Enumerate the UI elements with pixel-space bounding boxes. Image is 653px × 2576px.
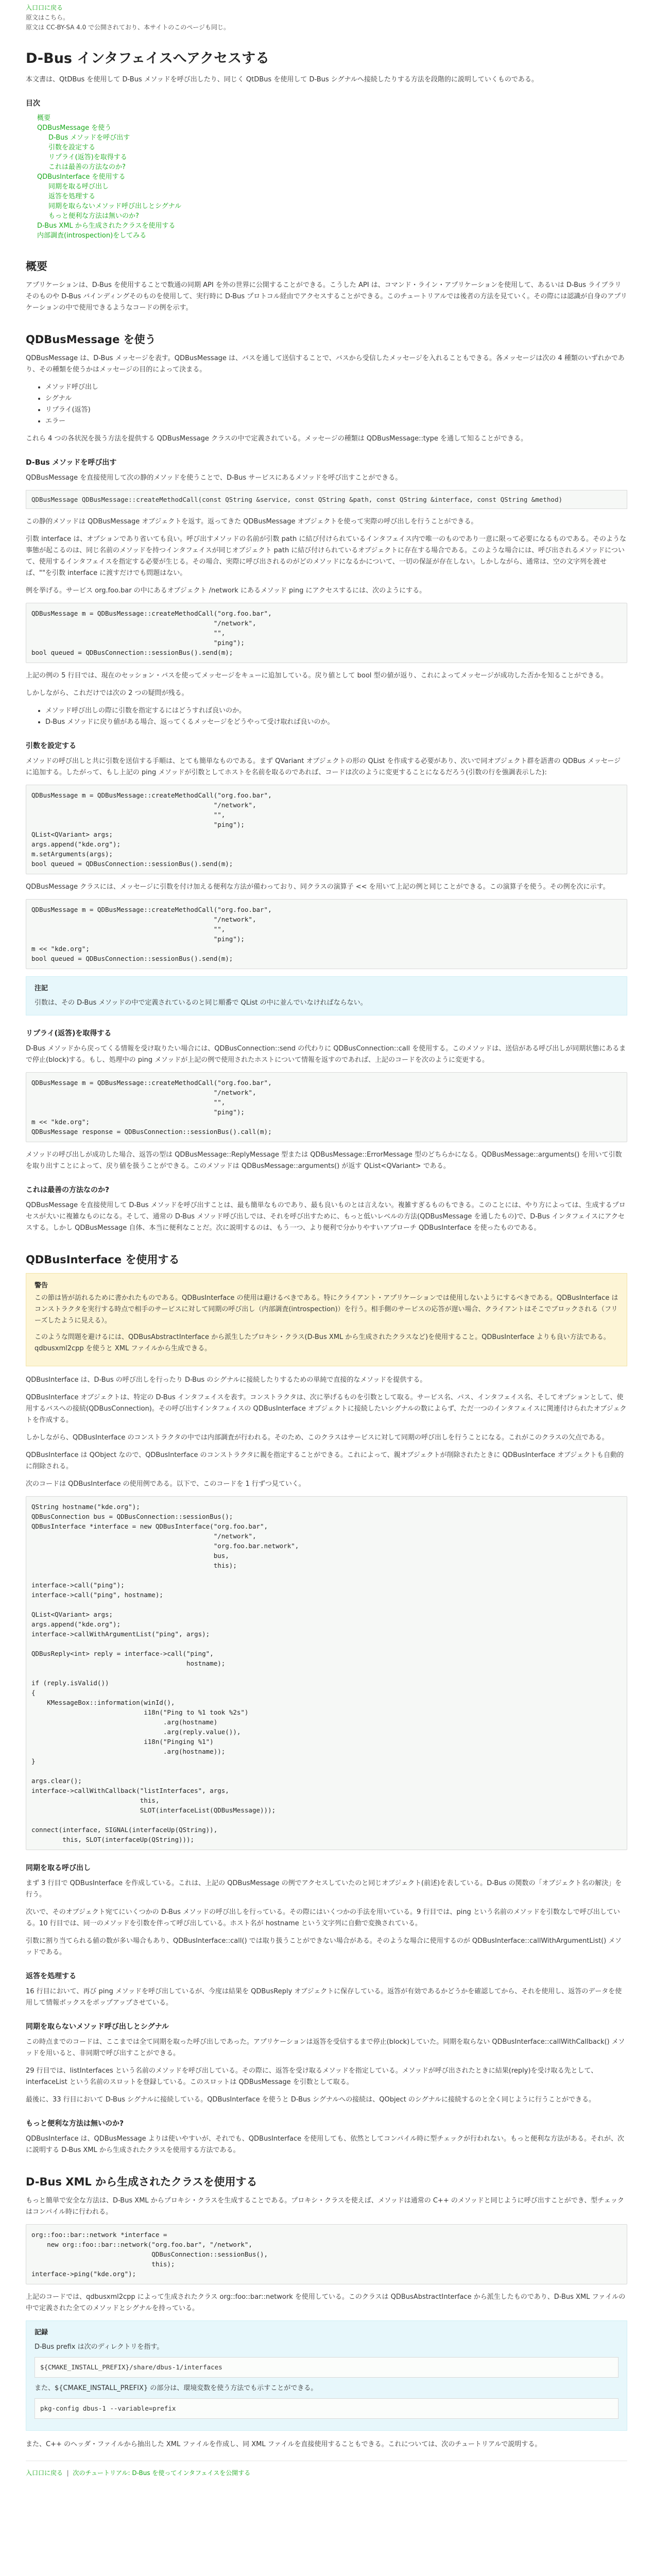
page-footer [26, 2461, 627, 2477]
toc-link[interactable]: 返答を処理する [48, 193, 96, 200]
record-text-2: また、${CMAKE_INSTALL_PREFIX} の部分は、環境変数を使う方法でも示すことができる。 [35, 2384, 318, 2392]
prev-link[interactable]: 入口口に戻る [26, 2469, 63, 2477]
code-block: org::foo::bar::network *interface = new org::foo::bar::network("org.foo.bar", "/network", QDBusConnection::sessionBus(), this); interface->ping("kde.org"); [26, 2224, 627, 2284]
xml-text-2: 上記のコードでは、qdbusxml2cpp によって生成されたクラス org::foo::bar::network を使用している。このクラスは QDBusAbstractInterface から派生したものであり、D-Bus XML ファイルの中で定義された全てのメソッドとシグナルを持っている。 [26, 2293, 626, 2312]
toc-link[interactable]: 同期を取る呼び出し [48, 183, 109, 191]
toc-link[interactable]: 同期を取らないメソッド呼び出しとシグナル [48, 202, 182, 210]
list-item: • リプライ(返答) [45, 404, 627, 416]
sync-call-heading: 同期を取る呼び出し [26, 1864, 91, 1872]
interface-text-4: QDBusInterface は QObject なので、QDBusInterface のコンストラクタに親を指定することができる。これによって、親オブジェクトが削除されたときに QDBusInterface オブジェクトも自動的に削除される。 [26, 1451, 624, 1470]
page-title: D-Bus インタフェイスへアクセスする [26, 50, 270, 66]
warning-box [26, 1273, 627, 1366]
back-link[interactable]: 入口口に戻る [26, 4, 63, 11]
source-note: 原文はこちら。 [26, 14, 70, 21]
warning-label: 警告 [35, 1282, 48, 1290]
async-text-3: 最後に、33 行目において D-Bus シグナルに接続している。QDBusInterface を使うと D-Bus シグナルへの接続は、QObject のシグナルに接続するのと全く同じように行うことができる。 [26, 2096, 596, 2104]
more-convenient-heading: もっと便利な方法は無いのか? [26, 2120, 124, 2128]
license-note: 原文は CC-BY-SA 4.0 で公開されており、本サイトのこのページも同じ。 [26, 24, 230, 31]
more-text-1: QDBusInterface は、QDBusMessage よりは使いやすいが、それでも、QDBusInterface を使用しても、依然としてコンパイル時に型チェックが行われない。もっと便利な方法がある。それが、次に説明する D-Bus XML から生成されたクラスを使用する方法である。 [26, 2135, 624, 2154]
best-way-heading: これは最善の方法なのか? [26, 1186, 110, 1194]
message-type-list [26, 382, 627, 427]
qdbusmessage-text-2: これら 4 つの各状況を扱う方法を提供する QDBusMessage クラスの中で定義されている。メッセージの種類は QDBusMessage::type を通して知ることができる。 [26, 435, 527, 443]
sync-text-2: 次いで、そのオブジェクト宛てにいくつかの D-Bus メソッドの呼び出しを行っている。その際にはいくつかの手法を用いている。9 行目では、ping という名前のメソッドを引数なしで呼び出している。10 行目では、同一のメソッドを引数を伴って呼び出している。ホスト名が hostname という文字列に自動で変換されている。 [26, 1908, 620, 1927]
interface-text-3: しかしながら、QDBusInterface のコンストラクタの中では内部調査が行われる。そのため、このクラスはサービスに対して同期の呼び出しを行うことになる。これがこのクラスの欠点である。 [26, 1434, 609, 1442]
list-item: • メソッド呼び出しの際に引数を指定するにはどうすれば良いのか。 [45, 705, 627, 717]
table-of-contents [26, 113, 627, 241]
call-text-4: 例を挙げる。サービス org.foo.bar の中にあるオブジェクト /network にあるメソッド ping にアクセスするには、次のようにする。 [26, 587, 426, 595]
call-text-5: 上記の例の 5 行目では、現在のセッション・バスを使ってメッセージをキューに追加している。戻り値として bool 型の値が返り、これによってメッセージが成功した否かを知ることができる。 [26, 672, 608, 680]
xml-text-1: もっと簡単で安全な方法は、D-Bus XML からプロキシ・クラスを生成することである。プロキシ・クラスを使えば、メソッドは通常の C++ のメソッドと同じように呼び出すことができ、型チェックはコンパイル時に行われる。 [26, 2197, 624, 2216]
note-label: 注記 [35, 985, 48, 992]
list-item: • シグナル [45, 393, 627, 404]
arguments-heading: 引数を設定する [26, 742, 76, 750]
call-text-6: しかしながら、これだけでは次の 2 つの疑問が残る。 [26, 689, 188, 697]
method-signature: QDBusMessage QDBusMessage::createMethodCall(const QString &service, const QString &path, const QString &interface, const QString &method) [26, 490, 627, 509]
warning-text-2: このような問題を避けるには、QDBusAbstractInterface から派生したプロキシ・クラス(D-Bus XML から生成されたクラスなど)を使用すること。QDBusInterface よりも良い方法である。qdbusxml2cpp を使うと XML ファイルから生成できる。 [35, 1333, 610, 1352]
toc-link[interactable]: 概要 [37, 114, 51, 122]
reply-heading: リプライ(返答)を取得する [26, 1029, 112, 1038]
call-method-heading: D-Bus メソッドを呼び出す [26, 459, 117, 467]
record-text-1: D-Bus prefix は次のディレクトリを指す。 [35, 2343, 164, 2351]
toc-link[interactable]: QDBusMessage を使う [37, 124, 112, 132]
list-item: • エラー [45, 416, 627, 427]
record-code-1: ${CMAKE_INSTALL_PREFIX}/share/dbus-1/interfaces [35, 2357, 618, 2378]
toc-link[interactable]: これは最善の方法なのか? [48, 163, 126, 171]
code-block: QDBusMessage m = QDBusMessage::createMethodCall("org.foo.bar", "/network", "", "ping"); m << "kde.org"; QDBusMessage response = QDBusConnection::sessionBus().call(m); [26, 1072, 627, 1142]
args-text-1: メソッドの呼び出しと共に引数を送信する手順は、とても簡単なものである。まず QVariant オブジェクトの形の QList を作成する必要があり、次いで同オブジェクト群を語書の QDBus メッセージに追加する。したがって、もし上記の ping メソッドが引数としてホストを名前を取るのであれば、コードは次のように変更することになるだろう(引数の行を強調表示した): [26, 757, 621, 776]
interface-text-1: QDBusInterface は、D-Bus の呼び出しを行ったり D-Bus のシグナルに接続したりするための単純で直接的なメソッドを提供する。 [26, 1376, 427, 1384]
record-box [26, 2320, 627, 2431]
section-qdbusinterface-heading: QDBusInterface を使用する [26, 1253, 180, 1266]
list-item: • D-Bus メソッドに戻り値がある場合、返ってくるメッセージをどうやって受け取れば良いのか。 [45, 717, 627, 728]
async-heading: 同期を取らないメソッド呼び出しとシグナル [26, 2023, 169, 2031]
reply-text-2: メソッドの呼び出しが成功した場合、返答の型は QDBusMessage::ReplyMessage 型または QDBusMessage::ErrorMessage 型のどちらかになる。QDBusMessage::arguments() を用いて引数を取り出すことによって、戻り値を扱うことができる。このメソッドは QDBusMessage::arguments() が返す QList<QVariant> である。 [26, 1151, 622, 1170]
code-block: QDBusMessage m = QDBusMessage::createMethodCall("org.foo.bar", "/network", "", "ping"); QList<QVariant> args; args.append("kde.org"); m.setArguments(args); bool queued = QDBusConnection::sessionBus().send(m); [26, 785, 627, 874]
best-way-text: QDBusMessage を直接使用して D-Bus メソッドを呼び出すことは、最も簡単なものであり、最も良いものとは言えない。複雑すぎるものもできる。このことには、やり方によっては、生成するプロセスが大いに複雑なものになる。そして、通常の D-Bus メソッド呼び出しでは、それを呼び出すために、もっと低いレベルの方法(QDBusMessage を通したもの)で、D-Bus インタフェイスにアクセスする。しかし QDBusMessage 自体、本当に便利なことだ。次に説明するのは、もう一つ、より便利で分かりやすいアプローチ QDBusInterface を使ったものである。 [26, 1201, 626, 1232]
record-label: 記録 [35, 2329, 48, 2336]
sync-text-3: 引数に割り当てられる値の数が多い場合もあり、QDBusInterface::call() では取り扱うことができない場合がある。そのような場合に使用するのが QDBusInterface::callWithArgumentList() メソッドである。 [26, 1937, 622, 1956]
note-box [26, 976, 627, 1015]
qdbusmessage-text-1: QDBusMessage は、D-Bus メッセージを表す。QDBusMessage は、バスを通して送信することで、バスから受信したメッセージを入れることもできる。各メッセージは次の 4 種類のいずれかであり、その種類を使うかはメッセージの目的によって決まる。 [26, 354, 625, 374]
overview-text: アプリケーションは、D-Bus を使用することで数通の同期 API を外の世界に公開することができる。こうした API は、コマンド・ライン・アプリケーションを使用して、あるいは D-Bus ライブラリそのものや D-Bus バインディングそのものを使用して、実行時に D-Bus プロトコル経由でアクセスすることができる。このチュートリアルでは後者の方法を見ていく。その際には認識が自身のアプリケーションの中で使用できるようなコードの例を示す。 [26, 281, 627, 312]
xml-text-3: また、C++ のヘッダ・ファイルから抽出した XML ファイルを作成し、同 XML ファイルを直接使用することもできる。これについては、次のチュートリアルで説明する。 [26, 2441, 542, 2448]
handle-text-1: 16 行目において、再び ping メソッドを呼び出しているが、今度は結果を QDBusReply オブジェクトに保存している。返答が有効であるかどうかを確認してから、それを使用し、返答のデータを使用して情報ボックスをポップアップさせている。 [26, 1988, 622, 2007]
code-block: QDBusMessage m = QDBusMessage::createMethodCall("org.foo.bar", "/network", "", "ping"); bool queued = QDBusConnection::sessionBus().send(m); [26, 603, 627, 663]
code-block: QDBusMessage m = QDBusMessage::createMethodCall("org.foo.bar", "/network", "", "ping"); m << "kde.org"; bool queued = QDBusConnection::sessionBus().send(m); [26, 899, 627, 969]
section-qdbusmessage-heading: QDBusMessage を使う [26, 333, 156, 346]
toc-link[interactable]: D-Bus XML から生成されたクラスを使用する [37, 222, 176, 230]
intro-text: 本文書は、QtDBus を使用して D-Bus メソッドを呼び出したり、同じく QtDBus を使用して D-Bus シグナルへ接続したりする方法を段階的に説明していくものである。 [26, 76, 538, 83]
toc-link[interactable]: 内部調査(introspection)をしてみる [37, 232, 147, 240]
section-xml-heading: D-Bus XML から生成されたクラスを使用する [26, 2176, 257, 2188]
toc-heading: 目次 [26, 99, 40, 108]
toc-link[interactable]: もっと便利な方法は無いのか? [48, 212, 139, 220]
toc-link[interactable]: 引数を設定する [48, 144, 96, 151]
reply-text-1: D-Bus メソッドから戻ってくる情報を受け取りたい場合には、QDBusConnection::send の代わりに QDBusConnection::call を使用する。このメソッドは、送信がある呼び出しが同期状態にあるまで停止(block)する。もし、処理中の ping メソッドが上記の例で使用されたホストについて情報を返すのであれば、上記のコードを次のように変更する。 [26, 1045, 626, 1064]
sync-text-1: まず 3 行目で QDBusInterface を作成している。これは、上記の QDBusMessage の例でアクセスしていたのと同じオブジェクト(前述)を表している。D-Bus の関数の「オブジェクト名の解決」を行う。 [26, 1879, 622, 1899]
toc-link[interactable]: リプライ(返答)を取得する [48, 154, 127, 161]
page-header [26, 3, 627, 32]
code-block: QString hostname("kde.org"); QDBusConnection bus = QDBusConnection::sessionBus(); QDBusInterface *interface = new QDBusInterface("org.foo.bar", "/network", "org.foo.bar.network", bus, this); interface->call("ping"); interface->call("ping", hostname); QList<QVariant> args; args.append("kde.org"); interface->callWithArgumentList("ping", args); QDBusReply<int> reply = interface->call("ping", hostname); if (reply.isValid()) { KMessageBox::information(winId(), i18n("Ping to %1 took %2s") .arg(hostname) .arg(reply.value()), i18n("Pinging %1") .arg(hostname)); } args.clear(); interface->callWithCallback("listInterfaces", args, this, SLOT(interfaceList(QDBusMessage))); connect(interface, SIGNAL(interfaceUp(QString)), this, SLOT(interfaceUp(QString))); [26, 1496, 627, 1850]
footer-separator: | [64, 2469, 73, 2477]
section-overview-heading: 概要 [26, 260, 47, 273]
async-text-1: この時点までのコードは、ここまでは全て同期を取った呼び出しであった。アプリケーションは返答を受信するまで停止(block)していた。同期を取らない QDBusInterface::callWithCallback() メソッドを用いると、非同期で呼び出すことができる。 [26, 2038, 625, 2057]
call-text-1: QDBusMessage を直接使用して次の静的メソッドを使うことで、D-Bus サービスにあるメソッドを呼び出すことができる。 [26, 474, 402, 482]
warning-text-1: この節は皆が訪れるために書かれたものである。QDBusInterface の使用は避けるべきである。特にクライアント・アプリケーションでは使用しないようにするべきである。QDBusInterface はコンストラクタを実行する時点で相手のサービスに対して同期の呼び出し（内部調査(introspection)）を行う。相手側のサービスの応答が遅い場合、クライアントはそこでブロックされる（フリーズしたように見える）。 [35, 1294, 618, 1325]
call-text-3: 引数 interface は、オプションであり省いても良い。呼び出すメソッドの名前が引数 path に結び付けられているインタフェイス内で唯一のものであり一意に限って必要になるものである。そのような事態が起こるのは、同じ名前のメソッドを持つインタフェイスが同じオブジェクト path に結び付けられているオブジェクトに存在する場合である。このような場合には、呼び出されるメソッドについて、使用するインタフェイスを指定する必要が生じる。その場合、実際に呼び出されるのがどのメソッドになるかについて、一切の保証が存在しない。しかしながら、通常は、空の文字列を渡せば、""を引数 interface に渡すだけでも問題はない。 [26, 535, 627, 577]
interface-text-2: QDBusInterface オブジェクトは、特定の D-Bus インタフェイスを表す。コンストラクタは、次に挙げるものを引数として取る。サービス名、パス、インタフェイス名、そしてオプションとして、使用するバスへの接続(QDBusConnection)。その呼び出すインタフェイスの QDBusInterface オブジェクトに接続したいシグナルの数によらず、ただ一つのインタフェイスに関連付けられたオブジェクトを作成する。 [26, 1394, 627, 1424]
list-item: • メソッド呼び出し [45, 382, 627, 393]
args-text-2: QDBusMessage クラスには、メッセージに引数を付け加える便利な方法が備わっており、同クラスの演算子 << を用いて上記の例と同じことができる。この演算子を使う。その例を次に示す。 [26, 883, 610, 891]
toc-link[interactable]: D-Bus メソッドを呼び出す [48, 134, 130, 142]
call-text-2: この静的メソッドは QDBusMessage オブジェクトを返す。返ってきた QDBusMessage オブジェクトを使って実際の呼び出しを行うことができる。 [26, 518, 478, 526]
next-link[interactable]: 次のチュートリアル: D-Bus を使ってインタフェイスを公開する [73, 2469, 251, 2477]
async-text-2: 29 行目では、listInterfaces という名前のメソッドを呼び出している。その際に、返答を受け取るメソッドを指定している。メソッドが呼び出されたときに結果(reply)を受け取る先として、interfaceList という名前のスロットを登録している。このスロットは QDBusMessage を引数として取る。 [26, 2067, 598, 2086]
question-list [26, 705, 627, 728]
record-code-2: pkg-config dbus-1 --variable=prefix [35, 2398, 618, 2419]
note-text: 引数は、その D-Bus メソッドの中で定義されているのと同じ順番で QList の中に並んでいなければならない。 [35, 999, 367, 1007]
toc-link[interactable]: QDBusInterface を使用する [37, 173, 126, 181]
handle-reply-heading: 返答を処理する [26, 1972, 76, 1980]
interface-text-5: 次のコードは QDBusInterface の使用例である。以下で、このコードを 1 行ずつ見ていく。 [26, 1480, 305, 1488]
